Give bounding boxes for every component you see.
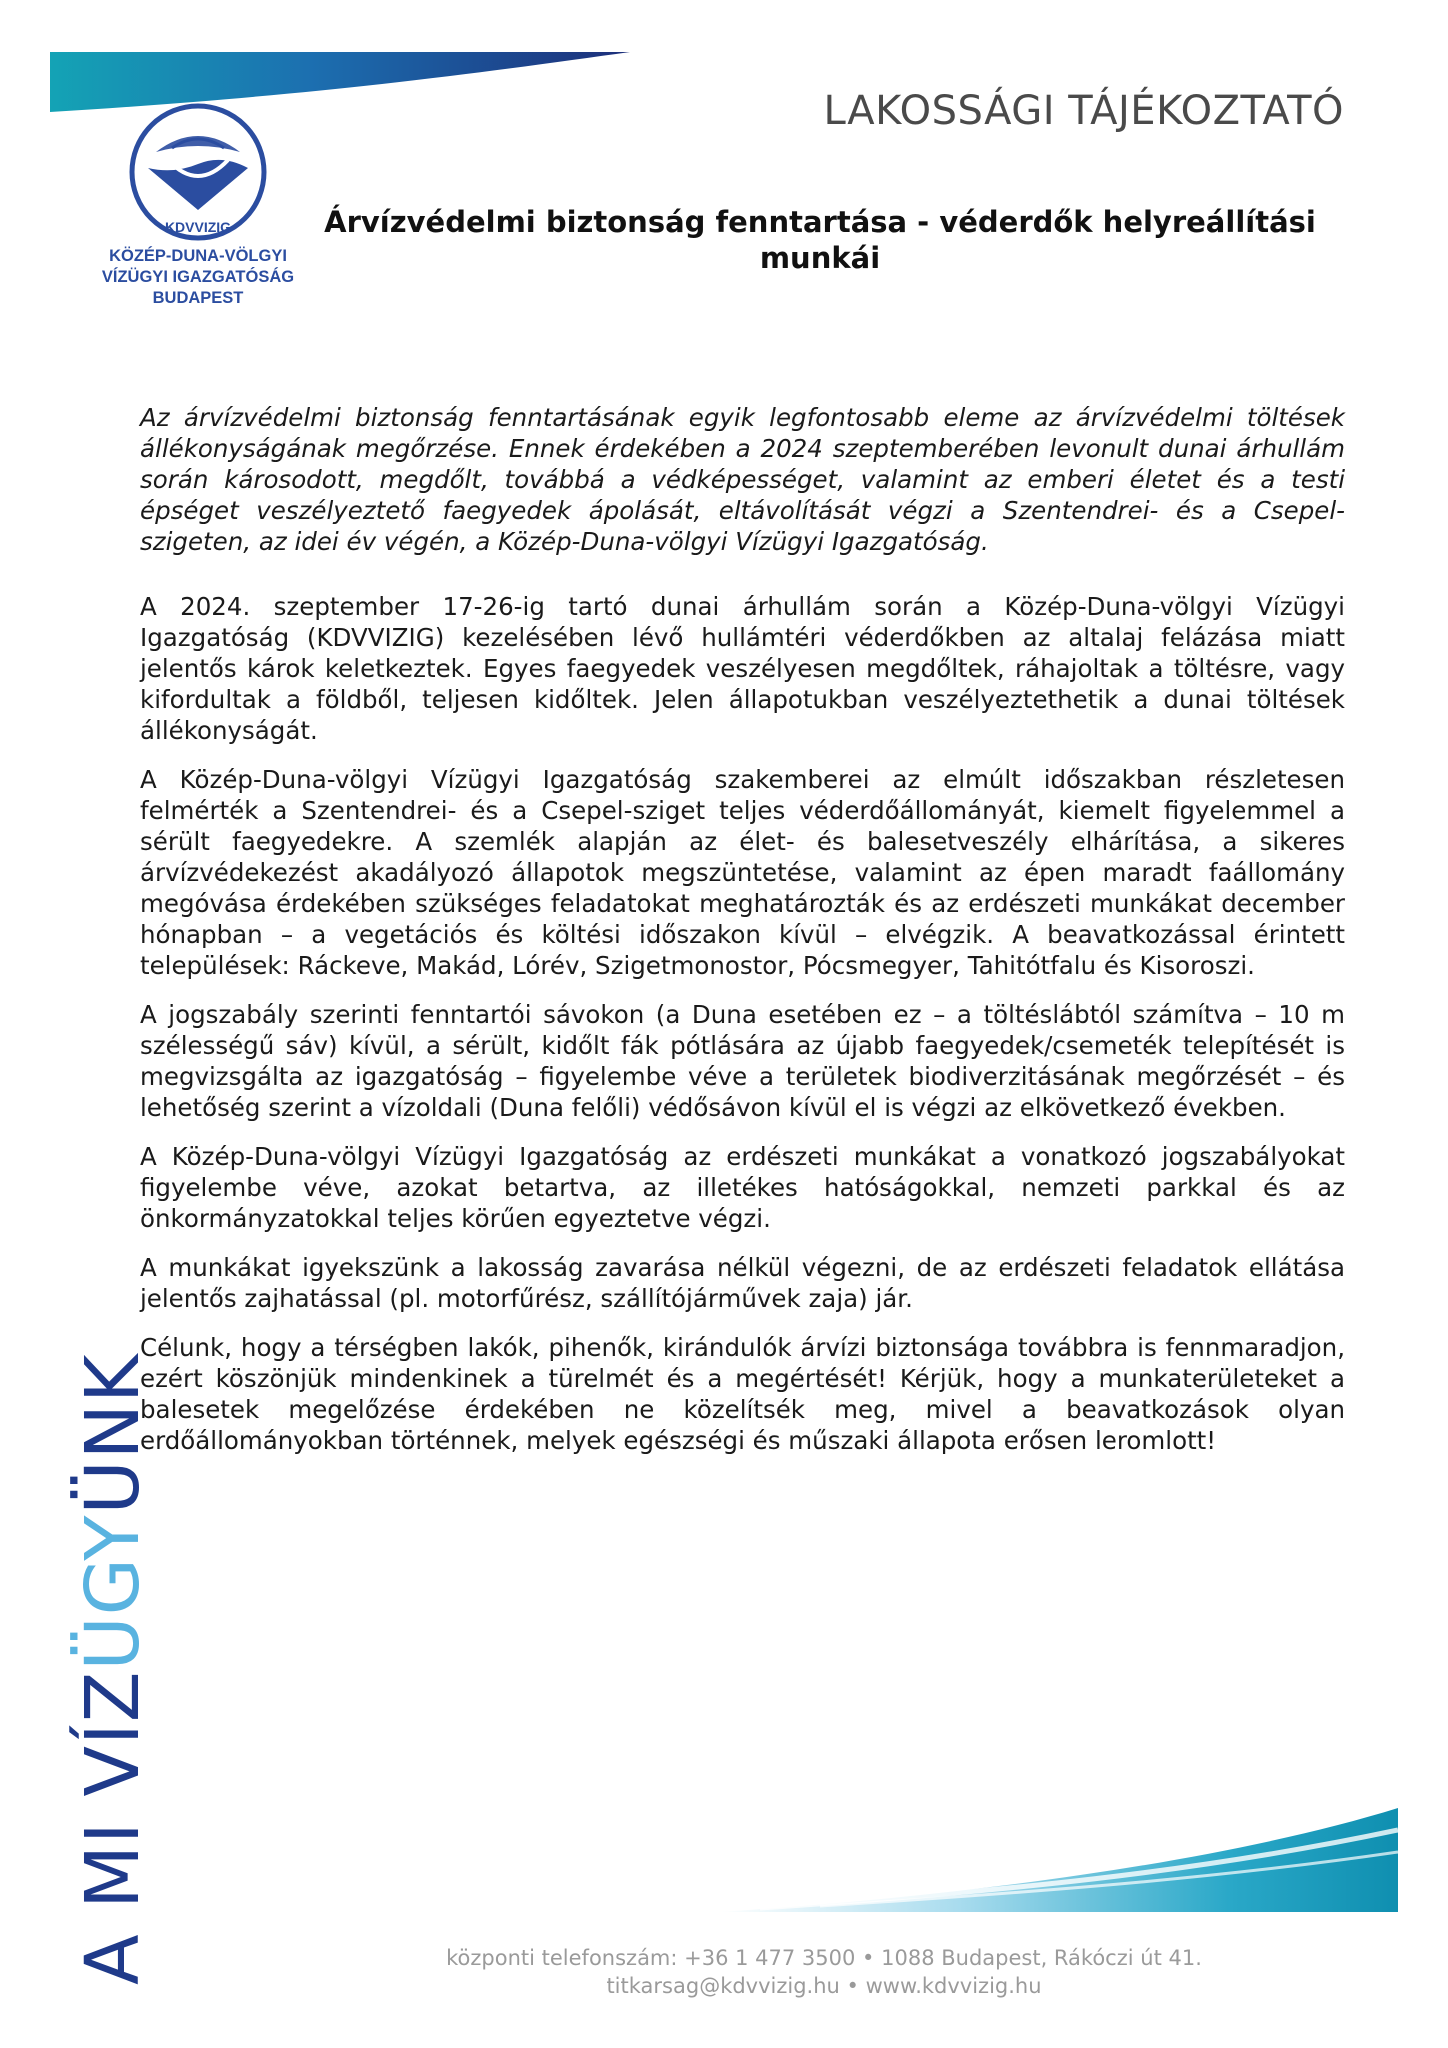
- bottom-wave-decoration: [0, 1780, 1448, 1920]
- body-paragraph: A 2024. szeptember 17-26-ig tartó dunai árhullám során a Közép-Duna-völgyi Vízügyi Igazgatóság (KDVVIZIG) kezelésében lévő hullámtéri véderdőkben az altalaj felázása miatt jelentős károk keletkeztek. Egyes faegyedek veszélyesen megdőltek, ráhajoltak a töltésre, vagy kifordultak a földből, teljesen kidőltek. Jelen állapotukban veszélyeztethetik a dunai töltések állékonyságát.: [140, 592, 1345, 745]
- org-name-line-2: VÍZÜGYI IGAZGATÓSÁG: [101, 268, 295, 286]
- document-title: [320, 204, 1320, 276]
- footer-line-2: titkarsag@kdvvizig.hu • www.kdvvizig.hu: [606, 1974, 1042, 1998]
- slogan-part-3: ÜNK: [70, 1353, 156, 1515]
- body-paragraph: A munkákat igyekszünk a lakosság zavarása nélkül végezni, de az erdészeti feladatok ellátása jelentős zajhatással (pl. motorfűrész, szállítójárművek zaja) jár.: [140, 1253, 1345, 1313]
- slogan-part-1: A MI VÍZ: [70, 1670, 156, 1985]
- footer-contact: [300, 1944, 1348, 2000]
- document-title-line-1: Árvízvédelmi biztonság fenntartása - véderdők helyreállítási: [324, 205, 1316, 239]
- slogan-part-2: ÜGY: [70, 1514, 156, 1671]
- org-name-line-3: BUDAPEST: [152, 289, 244, 307]
- body-paragraph: A jogszabály szerinti fenntartói sávokon (a Duna esetében ez – a töltéslábtól számítva – 10 m szélességű sáv) kívül, a sérült, kidőlt fák pótlására az újabb faegyedek/csemeték telepítését is megvizsgálta az igazgatóság – figyelembe véve a területek biodiverzitásának megőrzését – és lehetőség szerint a vízoldali (Duna felőli) védősávon kívül el is végzi az elkövetkező években.: [140, 1000, 1345, 1122]
- body-paragraph: A Közép-Duna-völgyi Vízügyi Igazgatóság szakemberei az elmúlt időszakban részletesen felmérték a Szentendrei- és a Csepel-sziget teljes véderdőállományát, kiemelt figyelemmel a sérült faegyedekre. A szemlék alapján az élet- és balesetveszély elhárítása, a sikeres árvízvédekezést akadályozó állapotok megszüntetése, valamint az épen maradt faállomány megóvása érdekében szükséges feladatokat meghatározták és az erdészeti munkákat december hónapban – a vegetációs és költési időszakon kívül – elvégzik. A beavatkozással érintett települések: Ráckeve, Makád, Lórév, Szigetmonostor, Pócsmegyer, Tahitótfalu és Kisoroszi.: [140, 765, 1345, 980]
- logo-emblem-icon: [126, 100, 270, 244]
- document-type-heading: LAKOSSÁGI TÁJÉKOZTATÓ: [823, 88, 1344, 134]
- document-title-line-2: munkái: [759, 241, 881, 275]
- logo-emblem-text: KDVVIZIG: [164, 219, 232, 235]
- document-body: [140, 402, 1345, 1474]
- org-name-line-1: KÖZÉP-DUNA-VÖLGYI: [109, 247, 287, 265]
- footer-line-1: központi telefonszám: +36 1 477 3500 • 1088 Budapest, Rákóczi út 41.: [446, 1946, 1202, 1970]
- body-paragraph: Célunk, hogy a térségben lakók, pihenők, kirándulók árvízi biztonsága továbbra is fennmaradjon, ezért köszönjük mindenkinek a türelmét és a megértését! Kérjük, hogy a munkaterületeket a balesetek megelőzése érdekében ne közelítsék meg, mivel a beavatkozások olyan erdőállományokban történnek, melyek egészségi és műszaki állapota erősen leromlott!: [140, 1333, 1345, 1455]
- intro-paragraph: Az árvízvédelmi biztonság fenntartásának egyik legfontosabb eleme az árvízvédelmi töltések állékonyságának megőrzése. Ennek érdekében a 2024 szeptemberében levonult dunai árhullám során károsodott, megdőlt, továbbá a védképességet, valamint az emberi életet és a testi épséget veszélyeztető faegyedek ápolását, eltávolítását végzi a Szentendrei- és a Csepel-szigeten, az idei év végén, a Közép-Duna-völgyi Vízügyi Igazgatóság.: [140, 403, 1345, 556]
- organization-name: [88, 246, 308, 309]
- body-paragraph: A Közép-Duna-völgyi Vízügyi Igazgatóság az erdészeti munkákat a vonatkozó jogszabályokat figyelembe véve, azokat betartva, az illetékes hatóságokkal, nemzeti parkkal és az önkormányzatokkal teljes körűen egyeztetve végzi.: [140, 1142, 1345, 1233]
